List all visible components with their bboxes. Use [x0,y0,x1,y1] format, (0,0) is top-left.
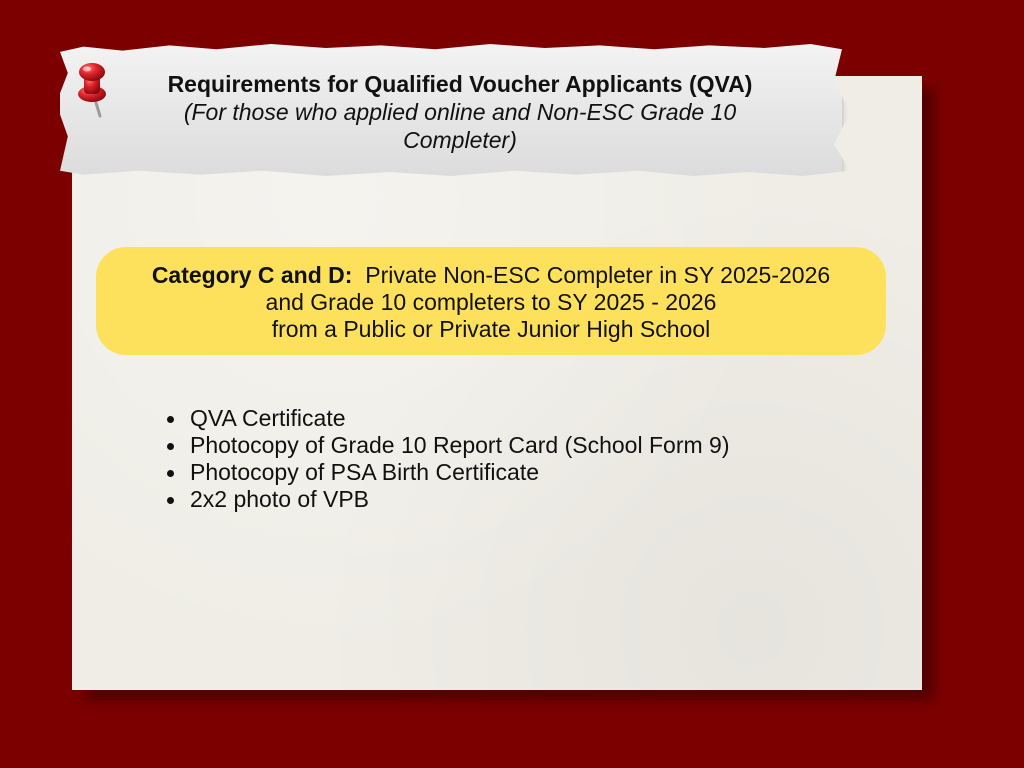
category-label: Category C and D: [151,262,353,288]
list-item: QVA Certificate [190,405,729,432]
pushpin-icon [70,60,114,120]
category-text-1: Private Non-ESC Completer in SY 2025-2026 [365,262,831,288]
category-line-1 [96,262,886,289]
page-title: Requirements for Qualified Voucher Applicants (QVA) [167,71,753,97]
list-item: Photocopy of PSA Birth Certificate [190,459,729,486]
list-item: Photocopy of Grade 10 Report Card (School Form 9) [190,432,730,458]
page-subtitle: (For those who applied online and Non-ESC Grade 10 Completer) [183,99,737,153]
category-line-3: from a Public or Private Junior High School [271,316,711,342]
category-line-2: and Grade 10 completers to SY 2025 - 2026 [265,289,717,315]
category-highlight-box [96,247,886,355]
list-item: 2x2 photo of VPB [190,486,729,513]
requirements-list [190,405,729,513]
header-text [120,70,800,154]
